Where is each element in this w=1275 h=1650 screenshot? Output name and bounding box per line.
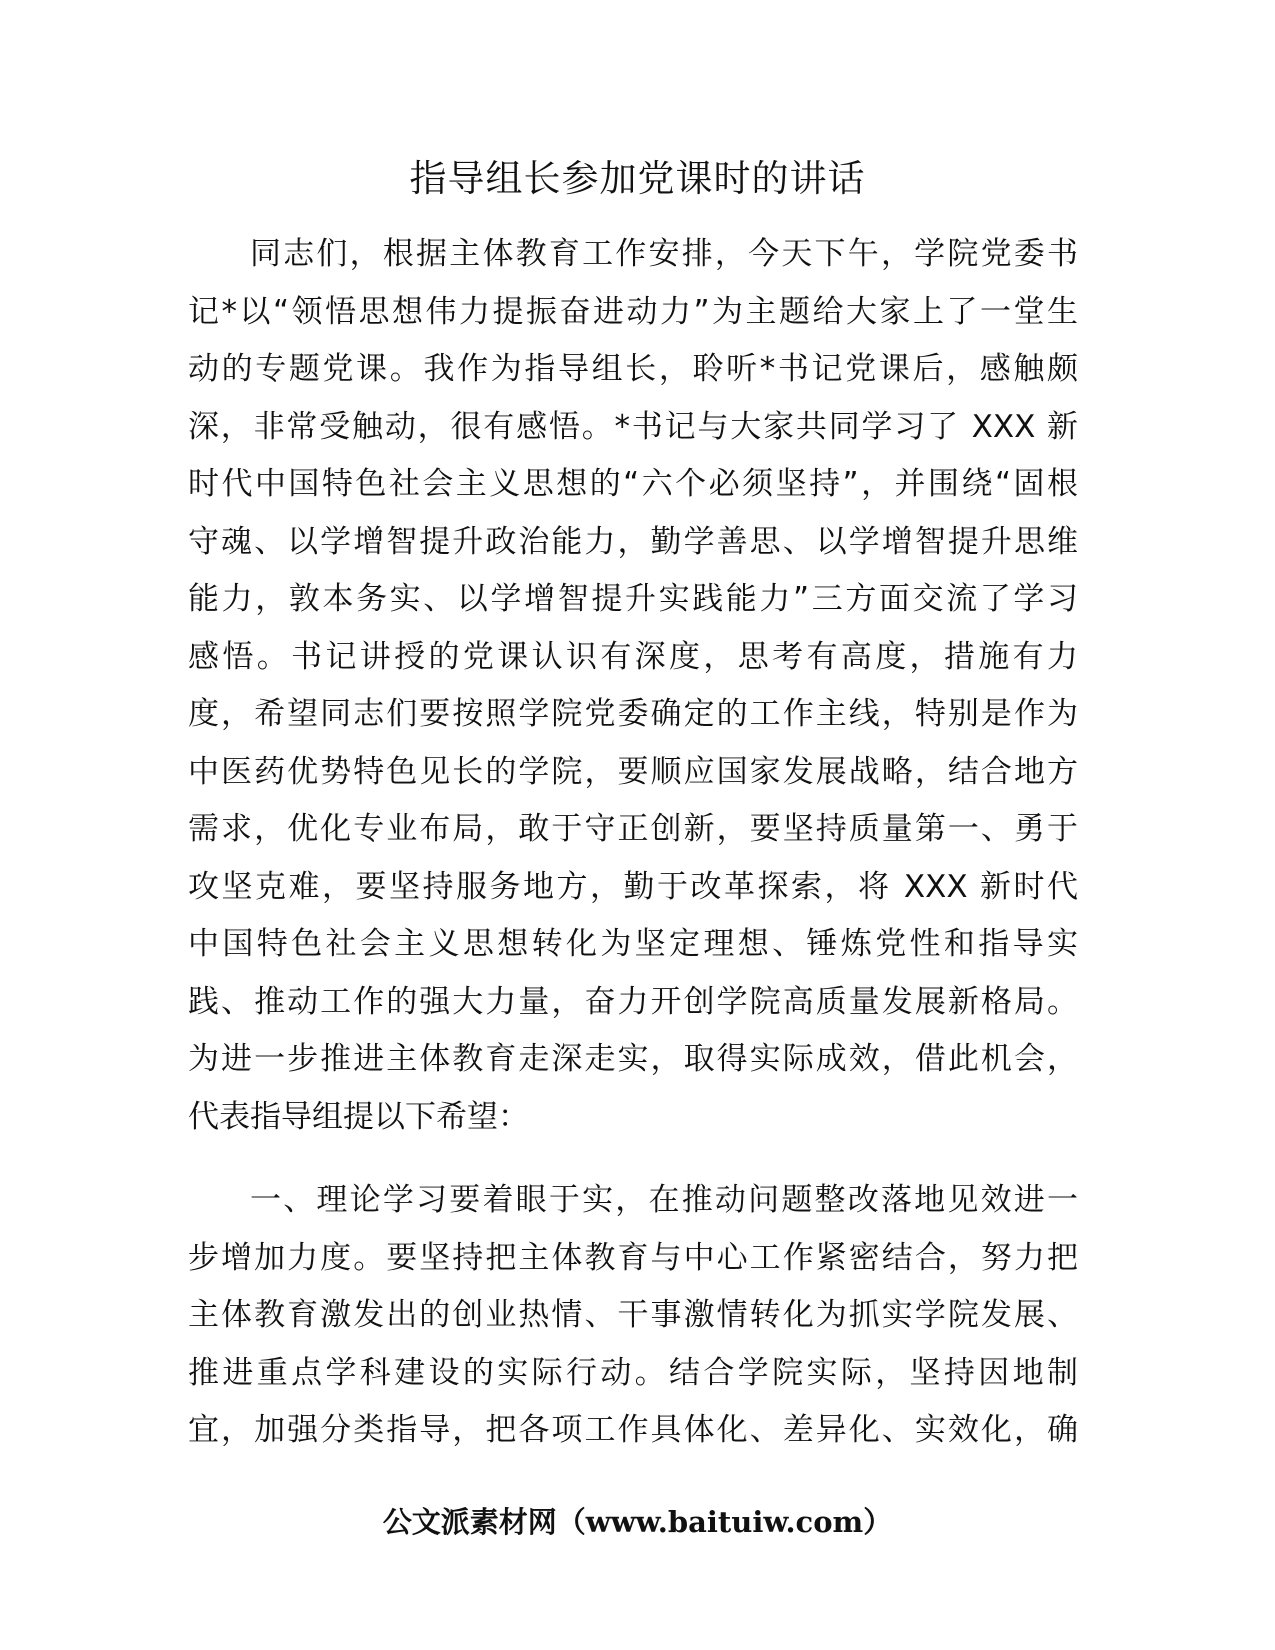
text-line: 感悟。书记讲授的党课认识有深度，思考有高度，措施有力 xyxy=(188,638,1078,675)
text-line: 能力，敦本务实、以学增智提升实践能力”三方面交流了学习 xyxy=(188,581,1078,617)
text-line: 同志们，根据主体教育工作安排，今天下午，学院党委书 xyxy=(250,236,1078,272)
text-line: 记*以“领悟思想伟力提振奋进动力”为主题给大家上了一堂生 xyxy=(188,293,1078,330)
body-paragraph-1 xyxy=(188,226,1078,1146)
document-title: 指导组长参加党课时的讲话 xyxy=(409,157,866,200)
text-line: 守魂、以学增智提升政治能力，勤学善思、以学增智提升思维 xyxy=(188,523,1078,560)
text-line: 主体教育激发出的创业热情、干事激情转化为抓实学院发展、 xyxy=(188,1297,1078,1333)
footer-source: 公文派素材网（www.baituiw.com） xyxy=(382,1505,893,1539)
text-line: 需求，优化专业布局，敢于守正创新，要坚持质量第一、勇于 xyxy=(188,811,1078,847)
text-line: 深，非常受触动，很有感悟。*书记与大家共同学习了 XXX 新 xyxy=(188,408,1078,445)
text-line: 推进重点学科建设的实际行动。结合学院实际，坚持因地制 xyxy=(188,1354,1078,1391)
text-line: 步增加力度。要坚持把主体教育与中心工作紧密结合，努力把 xyxy=(188,1239,1078,1276)
text-line: 一、理论学习要着眼于实，在推动问题整改落地见效进一 xyxy=(250,1182,1078,1218)
text-line: 践、推动工作的强大力量，奋力开创学院高质量发展新格局。 xyxy=(188,983,1078,1020)
text-line: 为进一步推进主体教育走深走实，取得实际成效，借此机会， xyxy=(188,1041,1078,1077)
text-line: 攻坚克难，要坚持服务地方，勤于改革探索，将 XXX 新时代 xyxy=(188,868,1078,905)
text-line: 代表指导组提以下希望： xyxy=(188,1098,529,1135)
text-line: 中医药优势特色见长的学院，要顺应国家发展战略，结合地方 xyxy=(188,753,1078,790)
text-line: 宜，加强分类指导，把各项工作具体化、差异化、实效化，确 xyxy=(188,1412,1078,1448)
text-line: 动的专题党课。我作为指导组长，聆听*书记党课后，感触颇 xyxy=(188,351,1078,387)
text-line: 时代中国特色社会主义思想的“六个必须坚持”，并围绕“固根 xyxy=(188,466,1078,502)
text-line: 中国特色社会主义思想转化为坚定理想、锤炼党性和指导实 xyxy=(188,926,1078,962)
body-paragraph-2 xyxy=(188,1172,1078,1460)
text-line: 度，希望同志们要按照学院党委确定的工作主线，特别是作为 xyxy=(188,696,1078,732)
